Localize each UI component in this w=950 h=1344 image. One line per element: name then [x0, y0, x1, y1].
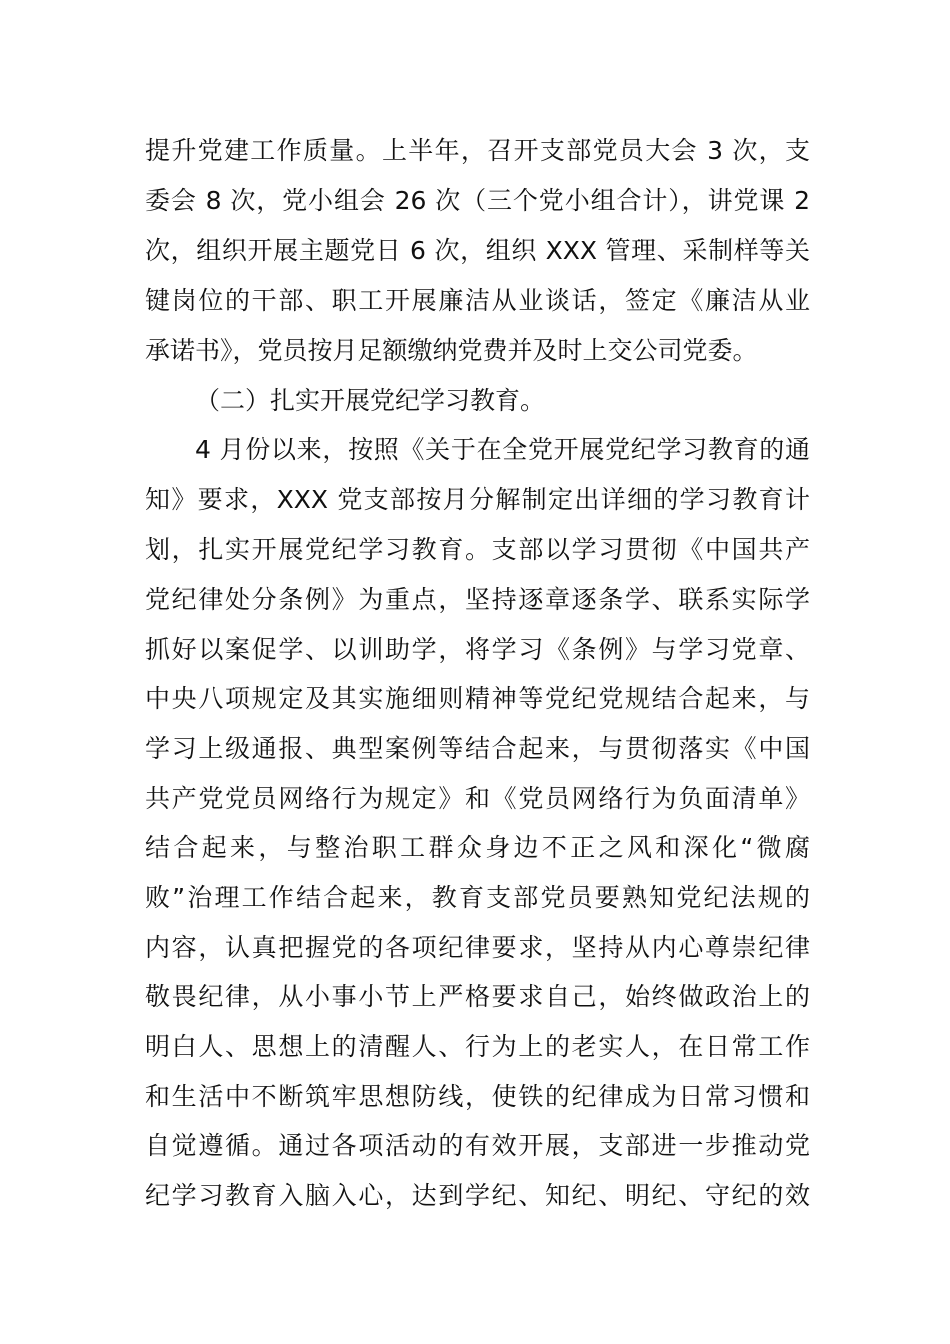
text-line: 和生活中不断筑牢思想防线，使铁的纪律成为日常习惯和 — [145, 1082, 810, 1111]
text-line: 委会 8 次，党小组会 26 次（三个党小组合计），讲党课 2 — [145, 186, 810, 215]
text-line: 党纪律处分条例》为重点，坚持逐章逐条学、联系实际学 — [145, 585, 810, 614]
text-line: 次，组织开展主题党日 6 次，组织 XXX 管理、采制样等关 — [145, 236, 810, 265]
text-line: 纪学习教育入脑入心，达到学纪、知纪、明纪、守纪的效 — [145, 1181, 810, 1210]
text-line: 敬畏纪律，从小事小节上严格要求自己，始终做政治上的 — [145, 982, 810, 1011]
text-line: 败”治理工作结合起来，教育支部党员要熟知党纪法规的 — [145, 883, 810, 912]
text-line: 承诺书》，党员按月足额缴纳党费并及时上交公司党委。 — [145, 336, 758, 365]
text-line: 划，扎实开展党纪学习教育。支部以学习贯彻《中国共产 — [145, 535, 810, 564]
text-line: 抓好以案促学、以训助学，将学习《条例》与学习党章、 — [145, 635, 810, 664]
text-line: 知》要求，XXX 党支部按月分解制定出详细的学习教育计 — [145, 485, 810, 514]
section-heading: （二）扎实开展党纪学习教育。 — [195, 386, 546, 415]
text-line: 内容，认真把握党的各项纪律要求，坚持从内心尊崇纪律 — [145, 933, 810, 962]
text-line: 自觉遵循。通过各项活动的有效开展，支部进一步推动党 — [145, 1131, 810, 1160]
text-line: 中央八项规定及其实施细则精神等党纪党规结合起来，与 — [145, 684, 810, 713]
text-line: 结合起来，与整治职工群众身边不正之风和深化“微腐 — [145, 833, 810, 862]
text-line: 提升党建工作质量。上半年，召开支部党员大会 3 次，支 — [145, 136, 810, 165]
text-line: 共产党党员网络行为规定》和《党员网络行为负面清单》 — [145, 784, 810, 813]
text-line: 键岗位的干部、职工开展廉洁从业谈话，签定《廉洁从业 — [145, 286, 810, 315]
text-line: 学习上级通报、典型案例等结合起来，与贯彻落实《中国 — [145, 734, 810, 763]
text-line: 4 月份以来，按照《关于在全党开展党纪学习教育的通 — [195, 435, 810, 464]
text-line: 明白人、思想上的清醒人、行为上的老实人，在日常工作 — [145, 1032, 810, 1061]
